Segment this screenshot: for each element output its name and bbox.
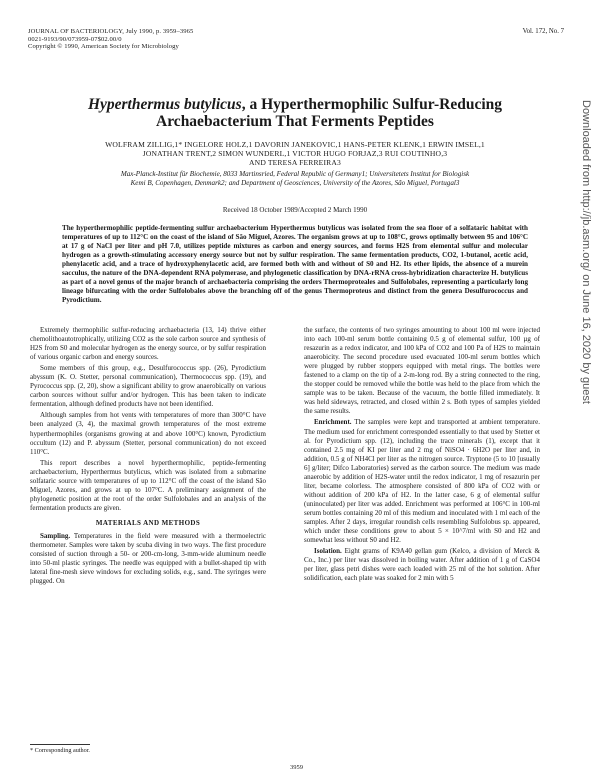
download-stamp: Downloaded from http://jb.asm.org/ on June 16, 2020 by guest (580, 100, 592, 404)
runin-heading: Isolation. (314, 547, 342, 556)
body-paragraph: Some members of this group, e.g., Desulfurococcus spp. (26), Pyrodictium abyssum (K. O. Stetter, personal communication), Thermococcus spp. (19), and Pyrococcus spp. (2, 20), show a significant ability to grow anaerobically on various carbon sources without sulfur and/or hydrogen. This has been taken to indicate fermentation, although defined products have not been identified. (30, 364, 266, 409)
received-date: Received 18 October 1989/Accepted 2 March 1990 (222, 206, 368, 214)
body-paragraph: Although samples from hot vents with temperatures of more than 300°C have been analyzed (3, 4), the maximal growth temperatures of the most extreme hyperthermophiles (organisms growing at and above 100°C) known, Pyrodictium occultum (12) and P. abyssum (Stetter, personal communication) do not exceed 110°C. (30, 411, 266, 456)
affiliation-line: Kemi B, Copenhagen, Denmark2; and Department of Geosciences, University of the Azores, São Miguel, Portugal3 (130, 179, 460, 187)
left-column (30, 326, 266, 588)
abstract: The hyperthermophilic peptide-fermenting sulfur archaebacterium Hyperthermus butylicus was isolated from the sea floor of a solfataric habitat with temperatures of up to 112°C on the coast of the island of São Miguel, Azores. The organism grows at up to 108°C, grows optimally between 95 and 106°C at 17 g of NaCl per liter and pH 7.0, utilizes peptide mixtures as carbon and energy sources, and forms H2S from elemental sulfur and molecular hydrogen as a growth-stimulating accessory energy source but not by sulfur respiration. The same fermentation products, CO2, 1-butanol, acetic acid, phenylacetic acid, and a trace of hydroxyphenylacetic acid, are formed both with and without of S0 and H2. Its ether lipids, the absence of a murein sacculus, the nature of the DNA-dependent RNA polymerase, and phylogenetic classification by DNA-rRNA cross-hybridization characterize H. butylicus as part of a novel genus of the major branch of archaebacteria comprising the orders Thermoproteales and Sulfolobales, representing a particularly long lineage bifurcating with the order Sulfolobales above the branching off of the genus Thermoproteus and distinct from the genera Desulfurococcus and Pyrodictium. (62, 224, 528, 305)
paragraph-text: Eight grams of K9A40 gellan gum (Kelco, a division of Merck & Co., Inc.) per liter was dissolved in boiling water. After addition of 1 g of CaSO4 per liter, glass petri dishes were each loaded with 25 ml of the hot solution. After solidification, each plate was soaked for 2 min with 5 (304, 547, 540, 583)
body-paragraph: the surface, the contents of two syringes amounting to about 100 ml were injected into each 100-ml serum bottle containing 0.5 g of elemental sulfur, 100 µg of resazurin as a redox indicator, and 100 kPa of CO2 and 100 Pa of H2S to maintain anaerobicity. The second procedure used evacuated 100-ml serum bottles which were plugged by rubber stoppers equipped with metal rings. The bottles were fastened to a clamp on the tip of a 2-m-long rod. By a string connected to the ring, the stopper could be removed while the bottle was held to the place from which the sample was to be taken. Because of the vacuum, the bottle filled immediately. It was held sideways, retracted, and closed within 2 s. Both types of samples yielded the same results. (304, 326, 540, 416)
body-paragraph (30, 532, 266, 586)
title-line1-rest: , a Hyperthermophilic Sulfur-Reducing (241, 96, 503, 113)
journal-code: 0021-9193/90/073959-07$02.00/0 (28, 35, 122, 43)
section-heading: MATERIALS AND METHODS (95, 518, 201, 527)
body-paragraph: Extremely thermophilic sulfur-reducing archaebacteria (13, 14) thrive either chemolithoautotrophically, utilizing CO2 as the sole carbon source and synthesis of H2S from S0 and molecular hydrogen as the energy source, or by sulfur respiration of various organic carbon and energy sources. (30, 326, 266, 362)
runin-heading: Sampling. (40, 531, 71, 540)
right-column (304, 326, 540, 585)
author-line: WOLFRAM ZILLIG,1* INGELORE HOLZ,1 DAVORIN JANEKOVIC,1 HANS-PETER KLENK,1 ERWIN IMSEL,1 (105, 140, 485, 149)
paragraph-text: Temperatures in the field were measured with a thermoelectric thermometer. Samples were taken by scuba diving in two ways. The first procedure consisted of suction through a 50- or 200-cm-long, 3-mm-wide aluminum needle into 50-ml plastic syringes. The needle was equipped with a bullet-shaped tip with lateral fine-mesh sieve windows for excluding solids, e.g., sand. The syringes were plugged. On (30, 531, 267, 586)
runin-heading: Enrichment. (314, 418, 352, 427)
title-line2: Archaebacterium That Ferments Peptides (156, 113, 434, 130)
footnote-rule (30, 744, 90, 745)
journal-header (28, 28, 193, 51)
body-paragraph (304, 418, 540, 545)
author-line: JONATHAN TRENT,2 SIMON WUNDERL,1 VICTOR HUGO FORJAZ,3 RUI COUTINHO,3 (142, 149, 448, 159)
author-line: AND TERESA FERREIRA3 (249, 158, 341, 168)
affiliation-line: Max-Planck-Institut für Biochemie, 8033 Martinsried, Federal Republic of Germany1; Universitetets Institut for Biologisk (120, 170, 470, 178)
body-paragraph: This report describes a novel hyperthermophilic, peptide-fermenting archaebacterium, Hyperthermus butylicus, which was isolated from a submarine solfataric source with temperatures of up to 112°C off the coast of the island São Miguel, Azores, and grows at up to 107°C. A preliminary assignment of the phylogenetic position at the root of the order Sulfolobales and an analysis of the fermentation products are given. (30, 458, 266, 512)
copyright-notice: Copyright © 1990, American Society for Microbiology (28, 43, 179, 51)
article-title (30, 96, 560, 130)
body-paragraph (304, 547, 540, 583)
page-number: 3959 (290, 764, 303, 771)
journal-citation: JOURNAL OF BACTERIOLOGY, July 1990, p. 3959–3965 (28, 28, 194, 35)
paragraph-text: The samples were kept and transported at ambient temperature. The medium used for enrichment corresponded essentially to that used by Stetter et al. for Pyrodictium spp. (12), including the trace minerals (1), except that it contained 2.5 mg of KI per liter and 2 mg of NiSO4 · 6H2O per liter and, in addition, 0.5 g of NH4Cl per liter as the nitrogen source. Tryptone (5 to 10 [usually 6] g/liter; Difco Laboratories) served as the carbon source. The medium was made anaerobic by addition of H2S-water until the redox indicator, 1 mg of resazurin per liter, became colorless. The atmosphere consisted of 800 kPa of CO2 with or without addition of 200 kPa of H2. In the latter case, 6 g of elemental sulfur (uninoculated) per liter was added. Enrichment was performed at 106°C in 100-ml serum bottles containing 20 ml of this medium and inoculated with 1 ml each of the samples. After 2 days, irregular roundish cells resembling Sulfolobus sp. appeared, which under these conditions grew to about 5 × 10^7/ml with S0 and H2 and somewhat less without S0 and H2. (304, 418, 540, 545)
volume-label: Vol. 172, No. 7 (522, 28, 564, 35)
author-list (28, 140, 562, 168)
title-organism: Hyperthermus butylicus (87, 96, 242, 113)
affiliations (28, 170, 562, 188)
footnote: * Corresponding author. (30, 747, 90, 754)
